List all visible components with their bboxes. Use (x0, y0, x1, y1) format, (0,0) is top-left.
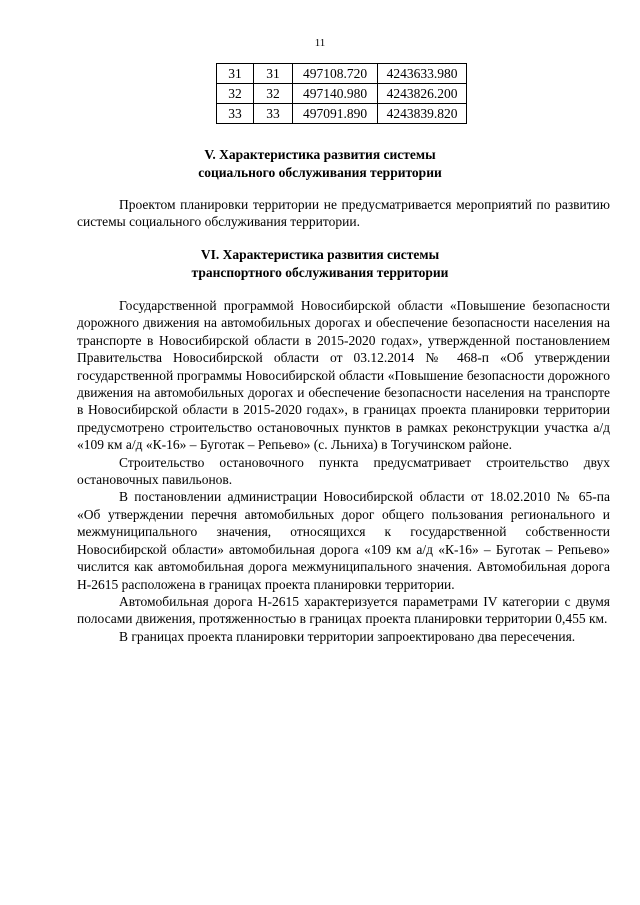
section-6-heading (70, 246, 570, 282)
section-5-title-line2: социального обслуживания территории (198, 165, 442, 180)
section-5-title-line1: V. Характеристика развития системы (204, 147, 436, 162)
coordinates-table (216, 63, 467, 124)
section-6-title-line1: VI. Характеристика развития системы (200, 247, 440, 262)
table-cell: 33 (254, 104, 293, 124)
paragraph: Строительство остановочного пункта предусматривает строительство двух остановочных павильонов. (77, 454, 610, 488)
table-cell: 32 (217, 84, 254, 104)
section-5-heading (70, 146, 570, 182)
table-row (217, 104, 467, 124)
table-cell: 497140.980 (293, 84, 378, 104)
paragraph: Автомобильная дорога Н-2615 характеризуется параметрами IV категории с двумя полосами движения, протяженностью в границах проекта планировки территории 0,455 км. (77, 593, 610, 627)
table-cell: 4243826.200 (378, 84, 467, 104)
page-number: 11 (314, 37, 326, 49)
paragraph: В постановлении администрации Новосибирской области от 18.02.2010 № 65-па «Об утверждении перечня автомобильных дорог общего пользования регионального и межмуниципального значения, относящихся к государственной собственности Новосибирской области» автомобильная дорога «109 км а/д «К-16» – Буготак – Репьево» числится как автомобильная дорога межмуниципального значения. Автомобильная дорога Н-2615 расположена в границах проекта планировки территории. (77, 489, 610, 592)
table-cell: 31 (217, 64, 254, 84)
table-cell: 31 (254, 64, 293, 84)
section-6-title-line2: транспортного обслуживания территории (191, 265, 449, 280)
table-row (217, 64, 467, 84)
table-cell: 33 (217, 104, 254, 124)
paragraph: В границах проекта планировки территории запроектировано два пересечения. (119, 628, 576, 644)
paragraph: Государственной программой Новосибирской области «Повышение безопасности дорожного движения на автомобильных дорогах и обеспечение безопасности населения на транспорте в Новосибирской области в 2015-2020 годах», утвержденной постановлением Правительства Новосибирской области от 03.12.2014 № 468-п «Об утверждении государственной программы Новосибирской области «Повышение безопасности дорожного движения на автомобильных дорогах и обеспечение безопасности населения на транспорте в Новосибирской области в 2015-2020 годах», в границах проекта планировки территории предусмотрено строительство остановочных пунктов в рамках реконструкции участка а/д «109 км а/д «К-16» – Буготак – Репьево» (с. Льниха) в Тогучинском районе. (77, 298, 610, 453)
table-cell: 4243839.820 (378, 104, 467, 124)
section-6-body (77, 297, 610, 645)
paragraph: Проектом планировки территории не предусматривается мероприятий по развитию системы социального обслуживания территории. (77, 197, 610, 230)
table-cell: 497091.890 (293, 104, 378, 124)
table-cell: 497108.720 (293, 64, 378, 84)
table-row (217, 84, 467, 104)
section-5-body (77, 196, 610, 231)
table-cell: 32 (254, 84, 293, 104)
table-cell: 4243633.980 (378, 64, 467, 84)
